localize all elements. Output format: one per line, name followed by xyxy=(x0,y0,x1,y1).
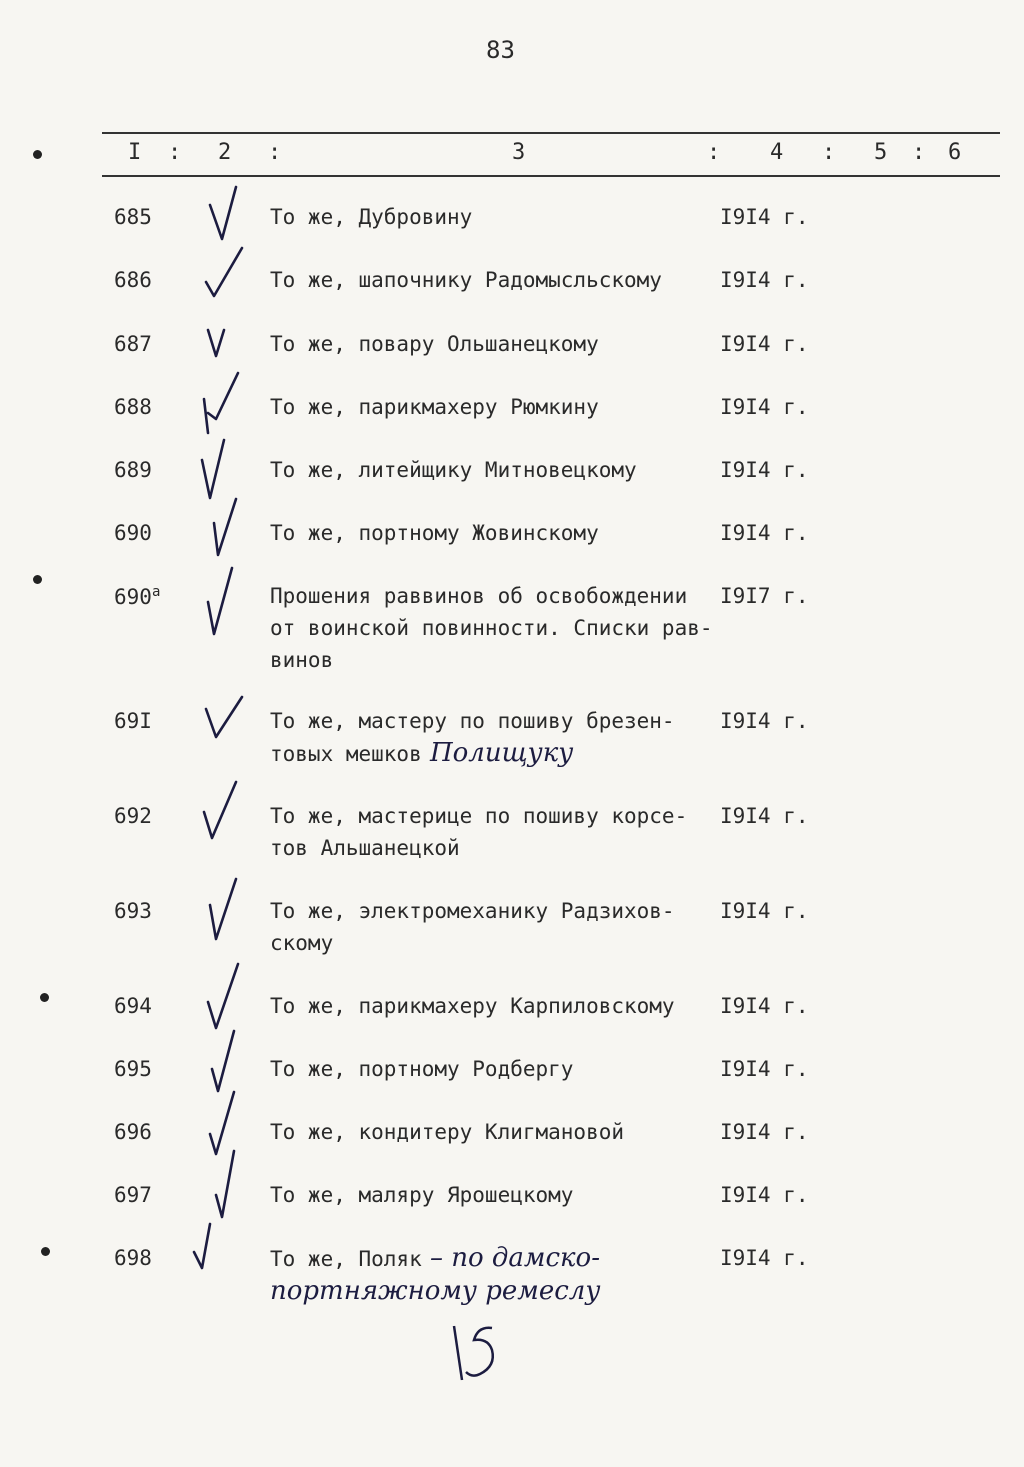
item-description: То же, маляру Ярошецкому xyxy=(270,1183,574,1207)
item-year: I9I4 г. xyxy=(720,899,809,923)
item-year: I9I4 г. xyxy=(720,1183,809,1207)
item-year: I9I4 г. xyxy=(720,458,809,482)
column-separator: : xyxy=(912,140,926,165)
page-number: 83 xyxy=(486,36,515,64)
item-year: I9I4 г. xyxy=(720,994,809,1018)
column-header-5: 5 xyxy=(874,140,888,165)
handwritten-checkmark-icon xyxy=(190,1035,270,1105)
item-year: I9I4 г. xyxy=(720,521,809,545)
item-number: 689 xyxy=(114,458,152,482)
column-header-3: 3 xyxy=(512,140,526,165)
item-number: 696 xyxy=(114,1120,152,1144)
item-description: То же, Поляк – по дамско- портняжному ремеслу xyxy=(270,1243,601,1306)
item-number: 698 xyxy=(114,1246,152,1270)
item-description: То же, мастеру по пошиву брезен- товых мешков Полищуку xyxy=(270,709,675,768)
item-description: То же, портному Жовинскому xyxy=(270,521,599,545)
handwritten-checkmark-icon xyxy=(190,972,270,1042)
item-year: I9I4 г. xyxy=(720,1057,809,1081)
item-number: 694 xyxy=(114,994,152,1018)
handwritten-checkmark-icon xyxy=(190,1161,270,1231)
item-number: 695 xyxy=(114,1057,152,1081)
item-description: То же, портному Родбергу xyxy=(270,1057,574,1081)
item-number-suffix: а xyxy=(151,584,161,600)
item-number: 697 xyxy=(114,1183,152,1207)
item-description: Прошения раввинов об освобождении от воинской повинности. Списки рав- винов xyxy=(270,584,713,672)
item-year: I9I7 г. xyxy=(720,584,809,608)
handwritten-checkmark-icon xyxy=(190,373,270,443)
item-number: 690 xyxy=(114,521,152,545)
item-number: 687 xyxy=(114,332,152,356)
item-year: I9I4 г. xyxy=(720,268,809,292)
item-description: То же, парикмахеру Карпиловскому xyxy=(270,994,675,1018)
handwritten-checkmark-icon xyxy=(190,562,270,632)
handwritten-checkmark-icon xyxy=(190,1098,270,1168)
item-number: 688 xyxy=(114,395,152,419)
item-description: То же, кондитеру Клигмановой xyxy=(270,1120,625,1144)
item-year: I9I4 г. xyxy=(720,709,809,733)
item-number: $690^а$ xyxy=(114,584,161,609)
item-year: I9I4 г. xyxy=(720,395,809,419)
item-year: I9I4 г. xyxy=(720,804,809,828)
item-year: I9I4 г. xyxy=(720,205,809,229)
item-description: То же, шапочнику Радомысльскому xyxy=(270,268,662,292)
item-year: I9I4 г. xyxy=(720,1120,809,1144)
column-header-1: I xyxy=(128,140,142,165)
handwritten-checkmark-icon xyxy=(190,782,270,852)
column-header-2: 2 xyxy=(218,140,232,165)
column-separator: : xyxy=(707,140,721,165)
margin-mark xyxy=(33,150,42,159)
item-description: То же, парикмахеру Рюмкину xyxy=(270,395,599,419)
item-number: 693 xyxy=(114,899,152,923)
margin-mark xyxy=(40,993,49,1002)
column-separator: : xyxy=(168,140,182,165)
header-rule-top xyxy=(102,132,1000,134)
column-separator: : xyxy=(822,140,836,165)
item-year: I9I4 г. xyxy=(720,332,809,356)
item-number: 692 xyxy=(114,804,152,828)
item-year: I9I4 г. xyxy=(720,1246,809,1270)
handwritten-checkmark-icon xyxy=(190,436,270,506)
margin-mark xyxy=(33,575,42,584)
handwritten-note: Полищуку xyxy=(421,738,574,768)
handwritten-checkmark-icon xyxy=(190,310,270,380)
header-rule-bottom xyxy=(102,175,1000,177)
margin-mark xyxy=(41,1247,50,1256)
item-number: 69I xyxy=(114,709,152,733)
handwritten-checkmark-icon xyxy=(190,1224,270,1294)
item-description: То же, электромеханику Радзихов- скому xyxy=(270,899,675,955)
item-number: 686 xyxy=(114,268,152,292)
handwritten-checkmark-icon xyxy=(190,499,270,569)
column-separator: : xyxy=(268,140,282,165)
column-header-4: 4 xyxy=(770,140,784,165)
item-number: 685 xyxy=(114,205,152,229)
item-description: То же, Дубровину xyxy=(270,205,473,229)
handwritten-checkmark-icon xyxy=(190,877,270,947)
handwritten-mark xyxy=(440,1318,510,1388)
handwritten-checkmark-icon xyxy=(190,183,270,253)
handwritten-checkmark-icon xyxy=(190,246,270,316)
column-header-6: 6 xyxy=(948,140,962,165)
item-description: То же, повару Ольшанецкому xyxy=(270,332,599,356)
item-description: То же, литейщику Митновецкому xyxy=(270,458,637,482)
handwritten-checkmark-icon xyxy=(190,687,270,757)
item-description: То же, мастерице по пошиву корсе- тов Альшанецкой xyxy=(270,804,688,860)
handwritten-note: – по дамско- портняжному ремеслу xyxy=(270,1243,601,1306)
